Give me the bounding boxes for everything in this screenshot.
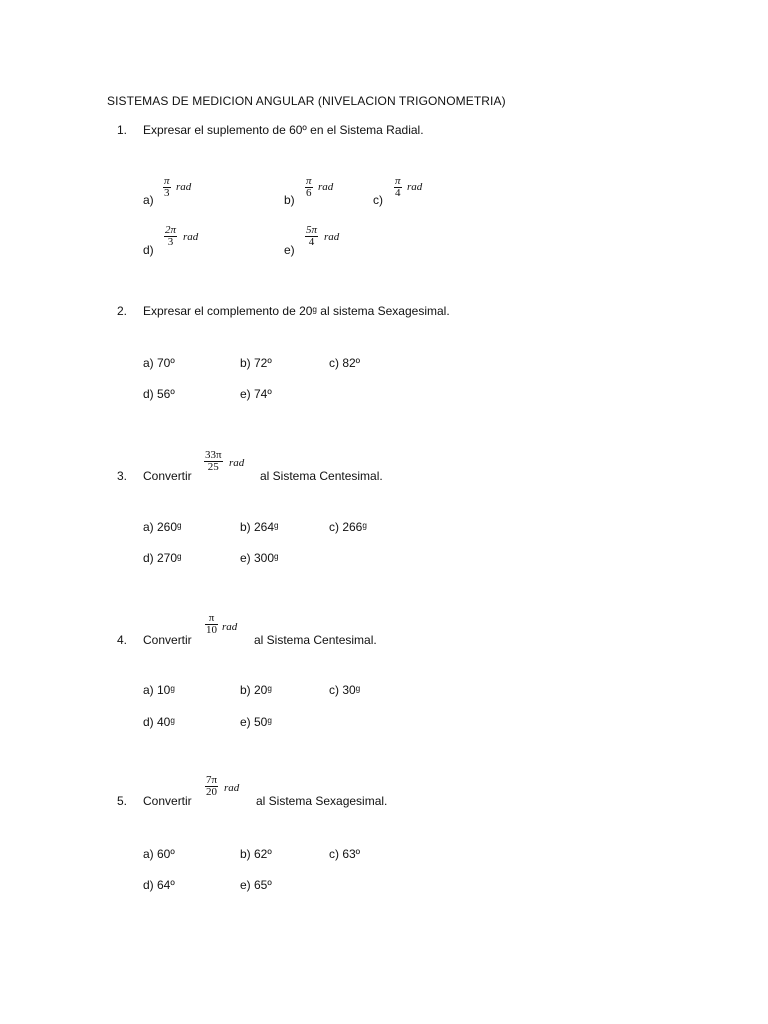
question-4-prefix: Convertir <box>143 633 192 647</box>
question-5-number: 5. <box>117 794 128 808</box>
rad-unit: rad <box>407 181 423 193</box>
q5-option-d: d) 64º <box>143 878 175 892</box>
q4-option-e: e) 50ᵍ <box>240 715 272 729</box>
rad-unit: rad <box>222 621 238 633</box>
q1-option-e-label: e) <box>284 243 295 257</box>
q1-option-a-fraction <box>163 176 171 199</box>
fraction-denominator: 3 <box>164 236 177 248</box>
q3-option-e: e) 300ᵍ <box>240 551 279 565</box>
q1-option-a-label: a) <box>143 193 154 207</box>
q5-option-b: b) 62º <box>240 847 272 861</box>
q2-option-e: e) 74º <box>240 387 272 401</box>
rad-unit: rad <box>183 231 199 243</box>
page-title: SISTEMAS DE MEDICION ANGULAR (NIVELACION TRIGONOMETRIA) <box>107 94 506 108</box>
question-3-prefix: Convertir <box>143 469 192 483</box>
fraction-numerator: 2π <box>165 224 177 236</box>
question-2-number: 2. <box>117 304 128 318</box>
fraction-numerator: 33π <box>205 449 222 461</box>
rad-unit: rad <box>224 782 240 794</box>
fraction-denominator: 4 <box>305 236 318 248</box>
q1-option-d-label: d) <box>143 243 154 257</box>
q5-fraction <box>205 775 218 798</box>
q1-option-d-fraction <box>164 225 177 248</box>
q3-option-d: d) 270ᵍ <box>143 551 182 565</box>
q4-fraction <box>205 613 218 636</box>
question-2-text: Expresar el complemento de 20ᵍ al sistema Sexagesimal. <box>143 304 450 318</box>
q2-option-c: c) 82º <box>329 356 361 370</box>
question-3-number: 3. <box>117 469 128 483</box>
fraction-denominator: 4 <box>395 187 401 199</box>
q4-option-b: b) 20ᵍ <box>240 683 272 697</box>
q3-option-a: a) 260ᵍ <box>143 520 182 534</box>
q4-option-d: d) 40ᵍ <box>143 715 175 729</box>
q3-fraction <box>204 450 223 473</box>
fraction-denominator: 20 <box>206 786 218 798</box>
fraction-numerator: 7π <box>206 774 218 786</box>
q2-option-b: b) 72º <box>240 356 272 370</box>
rad-unit: rad <box>324 231 340 243</box>
fraction-numerator: π <box>164 175 170 187</box>
fraction-denominator: 25 <box>204 461 223 473</box>
rad-unit: rad <box>229 457 245 469</box>
rad-unit: rad <box>318 181 334 193</box>
question-4-number: 4. <box>117 633 128 647</box>
q3-option-c: c) 266ᵍ <box>329 520 367 534</box>
fraction-denominator: 3 <box>164 187 170 199</box>
question-3-suffix: al Sistema Centesimal. <box>260 469 383 483</box>
q4-option-a: a) 10ᵍ <box>143 683 175 697</box>
question-4-suffix: al Sistema Centesimal. <box>254 633 377 647</box>
fraction-numerator: 5π <box>306 224 318 236</box>
q5-option-c: c) 63º <box>329 847 361 861</box>
q1-option-c-label: c) <box>373 193 383 207</box>
q1-option-b-label: b) <box>284 193 295 207</box>
q2-option-d: d) 56º <box>143 387 175 401</box>
question-5-prefix: Convertir <box>143 794 192 808</box>
fraction-denominator: 10 <box>206 624 217 636</box>
q5-option-a: a) 60º <box>143 847 175 861</box>
question-1-number: 1. <box>117 123 128 137</box>
question-1-text: Expresar el suplemento de 60º en el Sistema Radial. <box>143 123 424 137</box>
fraction-numerator: π <box>395 175 401 187</box>
fraction-denominator: 6 <box>306 187 312 199</box>
rad-unit: rad <box>176 181 192 193</box>
q1-option-c-fraction <box>394 176 402 199</box>
q4-option-c: c) 30ᵍ <box>329 683 361 697</box>
question-5-suffix: al Sistema Sexagesimal. <box>256 794 388 808</box>
q2-option-a: a) 70º <box>143 356 175 370</box>
fraction-numerator: π <box>208 612 215 624</box>
q1-option-e-fraction <box>305 225 318 248</box>
fraction-numerator: π <box>306 175 312 187</box>
q3-option-b: b) 264ᵍ <box>240 520 279 534</box>
q5-option-e: e) 65º <box>240 878 272 892</box>
q1-option-b-fraction <box>305 176 313 199</box>
